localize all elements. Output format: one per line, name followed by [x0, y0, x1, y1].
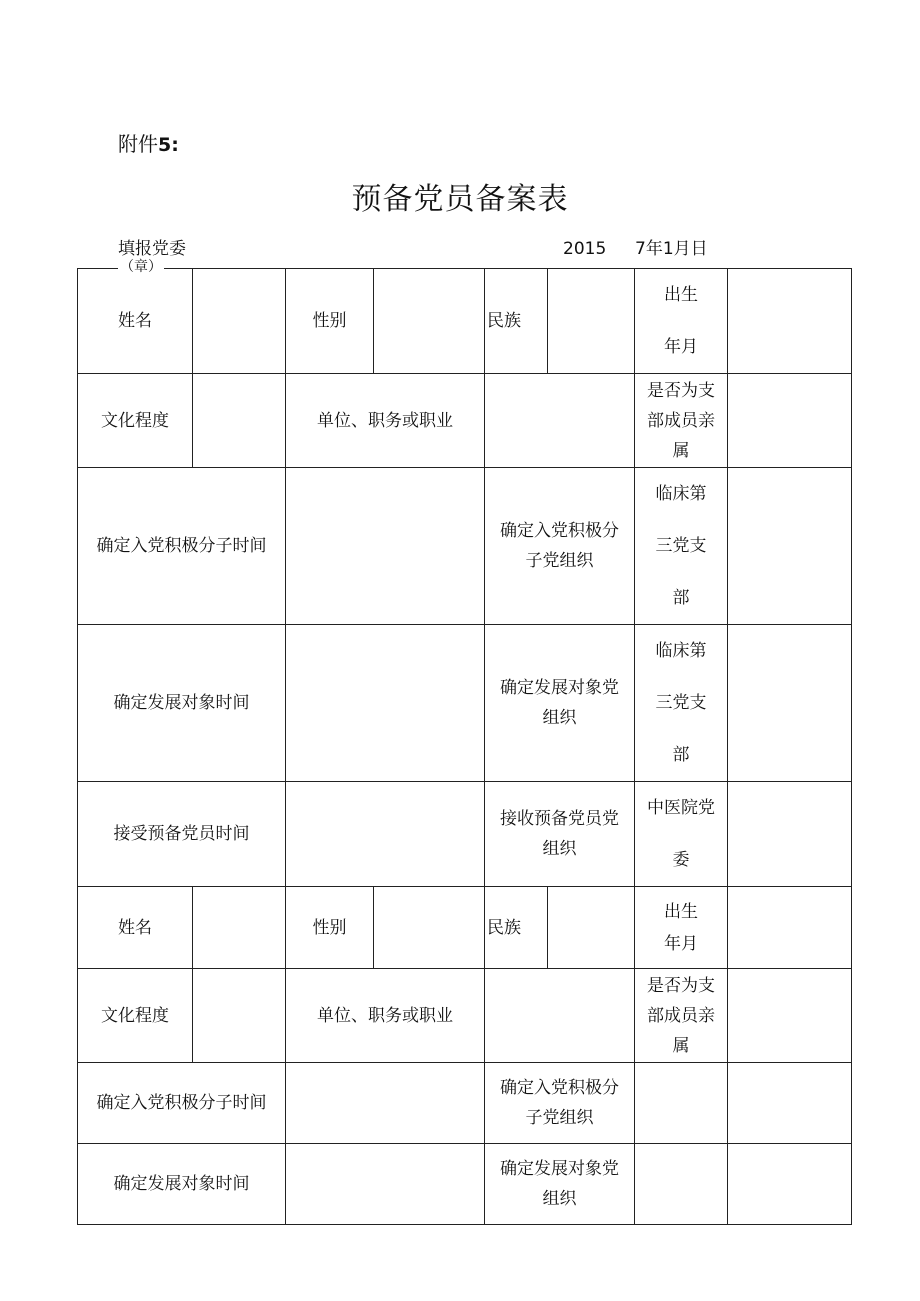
birth-value[interactable]	[728, 887, 852, 969]
report-date	[563, 234, 708, 259]
dev-org-value[interactable]: 临床第 三党支 部	[635, 625, 728, 782]
gender-value[interactable]	[374, 269, 485, 374]
table-row	[78, 269, 852, 374]
activist-time-value[interactable]	[286, 1063, 485, 1144]
accept-time-value[interactable]	[286, 782, 485, 887]
ethnicity-value[interactable]	[548, 887, 635, 969]
activist-extra-cell[interactable]	[728, 1063, 852, 1144]
activist-org-value[interactable]: 临床第 三党支 部	[635, 468, 728, 625]
gender-label: 性别	[286, 269, 374, 374]
seal-label: （章）	[120, 259, 162, 275]
accept-org-value[interactable]: 中医院党 委	[635, 782, 728, 887]
activist-time-label: 确定入党积极分子时间	[78, 1063, 286, 1144]
unit-position-value[interactable]	[485, 969, 635, 1063]
dev-org-label: 确定发展对象党 组织	[485, 625, 635, 782]
table-row	[78, 887, 852, 969]
activist-org-label: 确定入党积极分 子党组织	[485, 1063, 635, 1144]
table-row	[78, 969, 852, 1063]
date-year: 2015	[563, 239, 607, 259]
table-row	[78, 1144, 852, 1225]
unit-position-label: 单位、职务或职业	[286, 374, 485, 468]
birth-value[interactable]	[728, 269, 852, 374]
ethnicity-label: 民族	[485, 269, 548, 374]
relative-label: 是否为支 部成员亲 属	[635, 969, 728, 1063]
accept-extra-cell[interactable]	[728, 782, 852, 887]
dev-time-label: 确定发展对象时间	[78, 625, 286, 782]
table-row	[78, 1063, 852, 1144]
birth-label: 出生 年月	[635, 269, 728, 374]
unit-position-label: 单位、职务或职业	[286, 969, 485, 1063]
record-table	[77, 268, 852, 1225]
activist-time-value[interactable]	[286, 468, 485, 625]
form-title: 预备党员备案表	[351, 182, 569, 217]
relative-label: 是否为支 部成员亲 属	[635, 374, 728, 468]
dev-org-value[interactable]	[635, 1144, 728, 1225]
dev-extra-cell[interactable]	[728, 1144, 852, 1225]
relative-value[interactable]	[728, 969, 852, 1063]
education-value[interactable]	[193, 969, 286, 1063]
dev-time-value[interactable]	[286, 1144, 485, 1225]
name-label: 姓名	[78, 887, 193, 969]
accept-time-label: 接受预备党员时间	[78, 782, 286, 887]
activist-org-label: 确定入党积极分 子党组织	[485, 468, 635, 625]
unit-position-value[interactable]	[485, 374, 635, 468]
dev-time-value[interactable]	[286, 625, 485, 782]
dev-extra-cell[interactable]	[728, 625, 852, 782]
birth-label: 出生 年月	[635, 887, 728, 969]
activist-org-value[interactable]	[635, 1063, 728, 1144]
activist-time-label: 确定入党积极分子时间	[78, 468, 286, 625]
gender-label: 性别	[286, 887, 374, 969]
relative-value[interactable]	[728, 374, 852, 468]
education-value[interactable]	[193, 374, 286, 468]
dev-org-label: 确定发展对象党 组织	[485, 1144, 635, 1225]
education-label: 文化程度	[78, 374, 193, 468]
ethnicity-label: 民族	[485, 887, 548, 969]
name-label: 姓名	[78, 269, 193, 374]
table-row	[78, 625, 852, 782]
name-value[interactable]	[193, 887, 286, 969]
table-row	[78, 374, 852, 468]
name-value[interactable]	[193, 269, 286, 374]
activist-extra-cell[interactable]	[728, 468, 852, 625]
attachment-number: 5:	[158, 134, 179, 156]
education-label: 文化程度	[78, 969, 193, 1063]
filler-label: 填报党委	[118, 239, 186, 259]
date-rest: 7年1月日	[635, 239, 708, 259]
attachment-label: 附件5:	[118, 132, 179, 156]
accept-org-label: 接收预备党员党 组织	[485, 782, 635, 887]
ethnicity-value[interactable]	[548, 269, 635, 374]
gender-value[interactable]	[374, 887, 485, 969]
dev-time-label: 确定发展对象时间	[78, 1144, 286, 1225]
table-row	[78, 468, 852, 625]
table-row	[78, 782, 852, 887]
